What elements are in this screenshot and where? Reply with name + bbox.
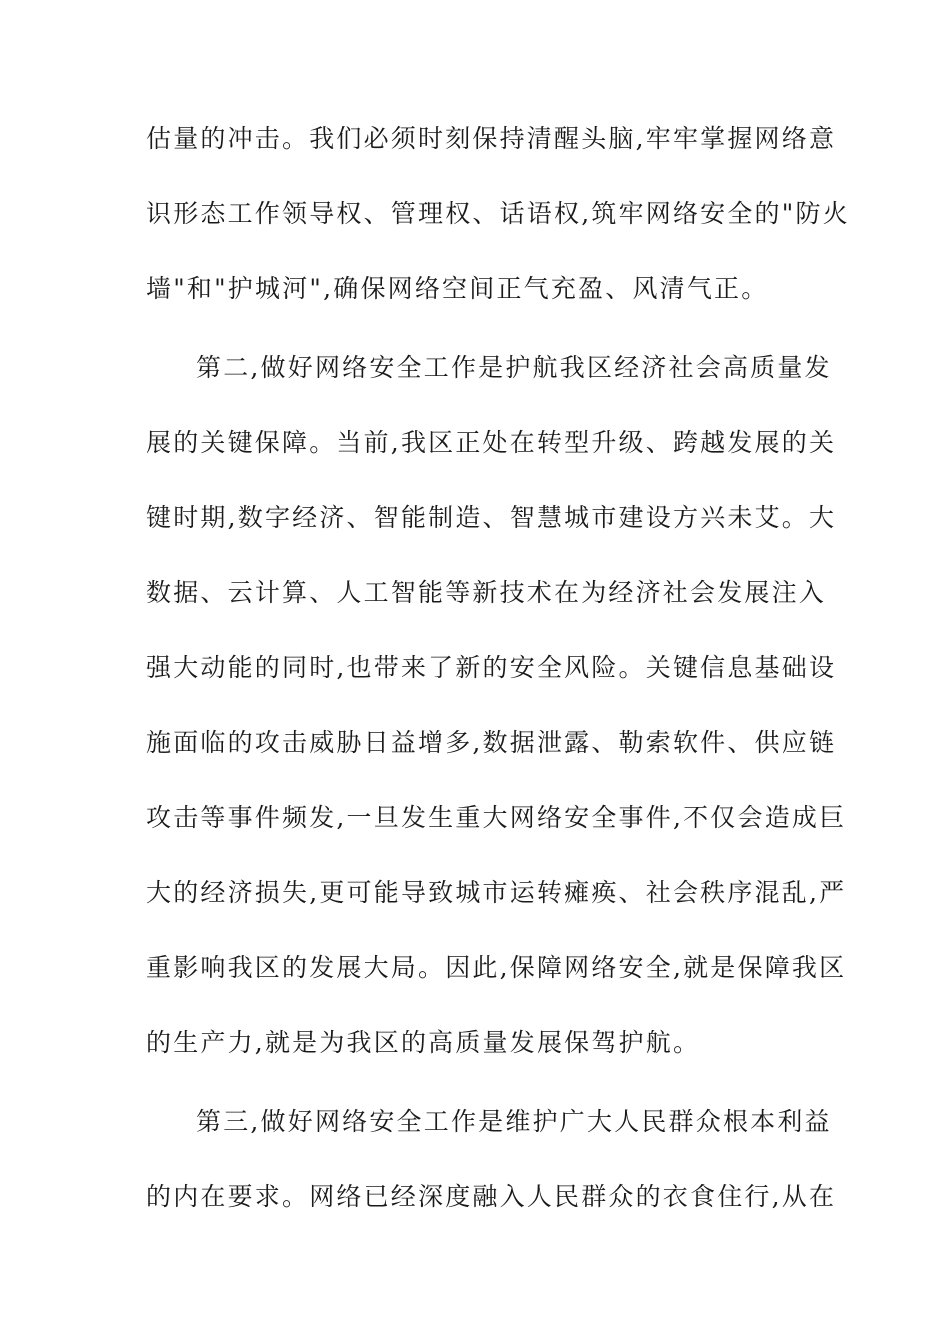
text-line-5: 展的关键保障。当前,我区正处在转型升级、跨越发展的关 — [146, 428, 837, 457]
text-line-8: 强大动能的同时,也带来了新的安全风险。关键信息基础设 — [146, 653, 837, 682]
paragraph-3-first-line: 第三,做好网络安全工作是维护广大人民群众根本利益 — [196, 1107, 832, 1136]
text-line-3: 墙"和"护城河",确保网络空间正气充盈、风清气正。 — [146, 274, 769, 303]
text-line-10: 攻击等事件频发,一旦发生重大网络安全事件,不仅会造成巨 — [146, 803, 847, 832]
text-line-1: 估量的冲击。我们必须时刻保持清醒头脑,牢牢掌握网络意 — [146, 124, 837, 153]
text-line-6: 键时期,数字经济、智能制造、智慧城市建设方兴未艾。大 — [146, 503, 837, 532]
text-line-11: 大的经济损失,更可能导致城市运转瘫痪、社会秩序混乱,严 — [146, 878, 847, 907]
paragraph-2-first-line: 第二,做好网络安全工作是护航我区经济社会高质量发 — [196, 353, 832, 382]
text-line-7: 数据、云计算、人工智能等新技术在为经济社会发展注入 — [146, 578, 827, 607]
text-line-13: 的生产力,就是为我区的高质量发展保驾护航。 — [146, 1028, 701, 1057]
text-line-2: 识形态工作领导权、管理权、话语权,筑牢网络安全的"防火 — [146, 199, 850, 228]
text-line-15: 的内在要求。网络已经深度融入人民群众的衣食住行,从在 — [146, 1182, 837, 1211]
text-line-9: 施面临的攻击威胁日益增多,数据泄露、勒索软件、供应链 — [146, 728, 837, 757]
text-line-12: 重影响我区的发展大局。因此,保障网络安全,就是保障我区 — [146, 953, 847, 982]
